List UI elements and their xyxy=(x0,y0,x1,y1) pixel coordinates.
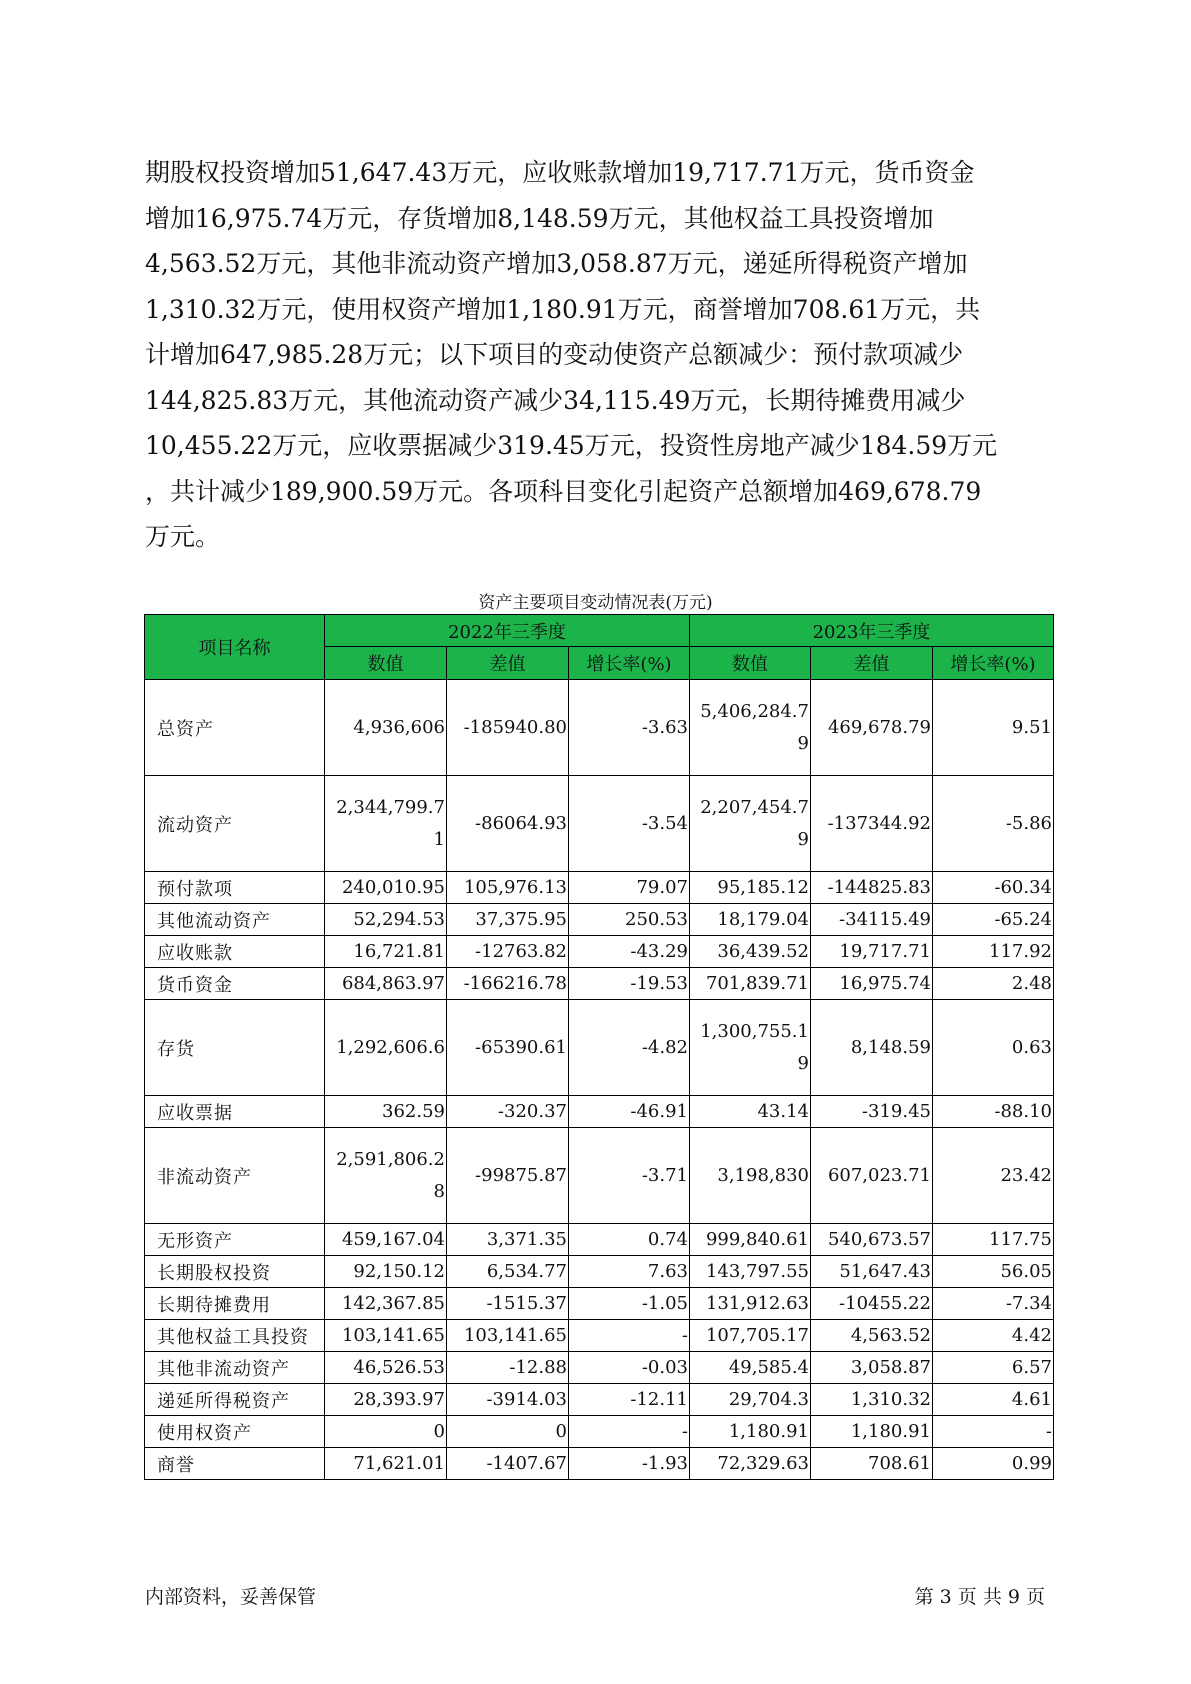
row-label: 流动资产 xyxy=(145,776,325,872)
cell-r22: - xyxy=(569,1416,690,1448)
cell-v23 xyxy=(690,1128,811,1224)
cell-d22: 105,976.13 xyxy=(447,872,569,904)
cell-v22: 142,367.85 xyxy=(325,1288,447,1320)
cell-r23: 4.61 xyxy=(933,1384,1054,1416)
row-label: 无形资产 xyxy=(145,1224,325,1256)
cell-d23: -144825.83 xyxy=(811,872,933,904)
cell-d23: -319.45 xyxy=(811,1096,933,1128)
body-paragraph xyxy=(145,150,1045,560)
cell-value: 1,292,606.6 xyxy=(336,1036,445,1058)
row-label: 商誉 xyxy=(145,1448,325,1480)
cell-v23: 49,585.4 xyxy=(690,1352,811,1384)
cell-v22: 92,150.12 xyxy=(325,1256,447,1288)
header-rate-2023: 增长率(%) xyxy=(933,647,1054,680)
cell-d23: 4,563.52 xyxy=(811,1320,933,1352)
cell-r22 xyxy=(569,1128,690,1224)
cell-r23: 56.05 xyxy=(933,1256,1054,1288)
cell-v22: 46,526.53 xyxy=(325,1352,447,1384)
cell-value: -99875.87 xyxy=(475,1164,567,1186)
cell-d22: 103,141.65 xyxy=(447,1320,569,1352)
cell-r23: 117.92 xyxy=(933,936,1054,968)
row-label: 长期待摊费用 xyxy=(145,1288,325,1320)
cell-d22: -1407.67 xyxy=(447,1448,569,1480)
cell-d22 xyxy=(447,1000,569,1096)
table-row xyxy=(145,680,1054,776)
paragraph-line: 4,563.52万元，其他非流动资产增加3,058.87万元，递延所得税资产增加 xyxy=(145,249,968,278)
cell-r22: - xyxy=(569,1320,690,1352)
cell-r22 xyxy=(569,1000,690,1096)
paragraph-line: 1,310.32万元，使用权资产增加1,180.91万元，商誉增加708.61万元，共 xyxy=(145,294,981,324)
table-row xyxy=(145,904,1054,936)
cell-r22: 79.07 xyxy=(569,872,690,904)
row-label: 预付款项 xyxy=(145,872,325,904)
cell-r23: -88.10 xyxy=(933,1096,1054,1128)
header-diff-2022: 差值 xyxy=(447,647,569,680)
cell-d22: 0 xyxy=(447,1416,569,1448)
cell-d23: 51,647.43 xyxy=(811,1256,933,1288)
cell-d22: -1515.37 xyxy=(447,1288,569,1320)
paragraph-line: 144,825.83万元，其他流动资产减少34,115.49万元，长期待摊费用减少 xyxy=(145,385,966,415)
cell-r23 xyxy=(933,1000,1054,1096)
cell-value: 5,406,284.79 xyxy=(700,700,809,754)
cell-v23: 36,439.52 xyxy=(690,936,811,968)
cell-r22: 0.74 xyxy=(569,1224,690,1256)
cell-d22: -3914.03 xyxy=(447,1384,569,1416)
cell-value: -5.86 xyxy=(1005,812,1052,834)
cell-value: 1,300,755.19 xyxy=(700,1020,809,1074)
header-diff-2023: 差值 xyxy=(811,647,933,680)
table-row xyxy=(145,1384,1054,1416)
cell-r23: 0.99 xyxy=(933,1448,1054,1480)
paragraph-line: 计增加647,985.28万元；以下项目的变动使资产总额减少：预付款项减少 xyxy=(145,340,964,369)
cell-value: 23.42 xyxy=(1000,1164,1052,1186)
table-row xyxy=(145,1000,1054,1096)
cell-r22: 250.53 xyxy=(569,904,690,936)
cell-v23: 131,912.63 xyxy=(690,1288,811,1320)
cell-d22: 37,375.95 xyxy=(447,904,569,936)
cell-r23: 4.42 xyxy=(933,1320,1054,1352)
cell-value: 2,207,454.79 xyxy=(700,796,809,850)
header-period-2023: 2023年三季度 xyxy=(690,615,1054,647)
paragraph-line: 增加16,975.74万元，存货增加8,148.59万元，其他权益工具投资增加 xyxy=(145,203,934,233)
cell-v23 xyxy=(690,680,811,776)
cell-v23: 107,705.17 xyxy=(690,1320,811,1352)
table-row xyxy=(145,1256,1054,1288)
cell-v23 xyxy=(690,1000,811,1096)
cell-d23: 19,717.71 xyxy=(811,936,933,968)
row-label: 其他权益工具投资 xyxy=(145,1320,325,1352)
cell-d23 xyxy=(811,776,933,872)
cell-v22 xyxy=(325,1128,447,1224)
cell-r23: -65.24 xyxy=(933,904,1054,936)
cell-value: 9.51 xyxy=(1011,716,1052,738)
paragraph-line: 万元。 xyxy=(145,522,221,551)
cell-r23: -60.34 xyxy=(933,872,1054,904)
table-row xyxy=(145,1320,1054,1352)
cell-value: 607,023.71 xyxy=(827,1164,931,1186)
cell-r22: -19.53 xyxy=(569,968,690,1000)
cell-v22: 71,621.01 xyxy=(325,1448,447,1480)
cell-v22: 240,010.95 xyxy=(325,872,447,904)
cell-value: -65390.61 xyxy=(475,1036,567,1058)
cell-v22 xyxy=(325,776,447,872)
paragraph-line: ，共计减少189,900.59万元。各项科目变化引起资产总额增加469,678.79 xyxy=(145,476,982,506)
footer-confidential-note: 内部资料，妥善保管 xyxy=(145,1586,317,1608)
table-caption: 资产主要项目变动情况表(万元) xyxy=(478,593,713,613)
cell-r22: -12.11 xyxy=(569,1384,690,1416)
cell-r22: 7.63 xyxy=(569,1256,690,1288)
cell-d22: -12.88 xyxy=(447,1352,569,1384)
table-row xyxy=(145,936,1054,968)
cell-value: 3,198,830 xyxy=(717,1164,809,1186)
cell-value: 4,936,606 xyxy=(353,716,445,738)
cell-value: -3.71 xyxy=(641,1164,688,1186)
row-label: 总资产 xyxy=(145,680,325,776)
header-value-2022: 数值 xyxy=(325,647,447,680)
cell-r22: -1.93 xyxy=(569,1448,690,1480)
cell-r22: -0.03 xyxy=(569,1352,690,1384)
cell-v22: 684,863.97 xyxy=(325,968,447,1000)
cell-d22 xyxy=(447,1128,569,1224)
table-row xyxy=(145,776,1054,872)
cell-d23 xyxy=(811,680,933,776)
row-label: 存货 xyxy=(145,1000,325,1096)
cell-v22: 52,294.53 xyxy=(325,904,447,936)
cell-d22 xyxy=(447,776,569,872)
cell-value: 0.63 xyxy=(1011,1036,1052,1058)
cell-d22: -12763.82 xyxy=(447,936,569,968)
header-rate-2022: 增长率(%) xyxy=(569,647,690,680)
cell-v23: 43.14 xyxy=(690,1096,811,1128)
cell-d23 xyxy=(811,1000,933,1096)
cell-v22: 16,721.81 xyxy=(325,936,447,968)
cell-v22: 103,141.65 xyxy=(325,1320,447,1352)
row-label: 货币资金 xyxy=(145,968,325,1000)
cell-r23: 117.75 xyxy=(933,1224,1054,1256)
cell-d22: -166216.78 xyxy=(447,968,569,1000)
cell-r22: -1.05 xyxy=(569,1288,690,1320)
cell-v22 xyxy=(325,1000,447,1096)
cell-value: -3.54 xyxy=(641,812,688,834)
cell-value: -86064.93 xyxy=(475,812,567,834)
table-row xyxy=(145,1224,1054,1256)
cell-d23 xyxy=(811,1128,933,1224)
table-row xyxy=(145,1096,1054,1128)
row-label: 递延所得税资产 xyxy=(145,1384,325,1416)
paragraph-line: 期股权投资增加51,647.43万元，应收账款增加19,717.71万元，货币资金 xyxy=(145,158,975,187)
cell-r23: 2.48 xyxy=(933,968,1054,1000)
cell-v22: 0 xyxy=(325,1416,447,1448)
cell-r23: 6.57 xyxy=(933,1352,1054,1384)
cell-r23: - xyxy=(933,1416,1054,1448)
cell-r23: -7.34 xyxy=(933,1288,1054,1320)
cell-v22: 459,167.04 xyxy=(325,1224,447,1256)
cell-v23 xyxy=(690,776,811,872)
cell-d22: -320.37 xyxy=(447,1096,569,1128)
cell-value: 8,148.59 xyxy=(850,1036,931,1058)
asset-change-table xyxy=(144,614,1054,1480)
cell-value: -185940.80 xyxy=(463,716,567,738)
cell-d23: 1,310.32 xyxy=(811,1384,933,1416)
cell-d23: -34115.49 xyxy=(811,904,933,936)
cell-v23: 29,704.3 xyxy=(690,1384,811,1416)
cell-d22: 3,371.35 xyxy=(447,1224,569,1256)
cell-value: -3.63 xyxy=(641,716,688,738)
cell-value: -4.82 xyxy=(641,1036,688,1058)
cell-d23: 1,180.91 xyxy=(811,1416,933,1448)
row-label: 其他非流动资产 xyxy=(145,1352,325,1384)
cell-value: 2,591,806.28 xyxy=(336,1148,445,1202)
footer-page-number: 第 3 页 共 9 页 xyxy=(914,1586,1045,1608)
cell-d22: 6,534.77 xyxy=(447,1256,569,1288)
header-value-2023: 数值 xyxy=(690,647,811,680)
cell-v23: 95,185.12 xyxy=(690,872,811,904)
cell-v22: 28,393.97 xyxy=(325,1384,447,1416)
cell-r22 xyxy=(569,680,690,776)
cell-value: 2,344,799.71 xyxy=(336,796,445,850)
cell-r22: -46.91 xyxy=(569,1096,690,1128)
cell-r23 xyxy=(933,1128,1054,1224)
cell-d23: -10455.22 xyxy=(811,1288,933,1320)
cell-d23: 540,673.57 xyxy=(811,1224,933,1256)
paragraph-line: 10,455.22万元，应收票据减少319.45万元，投资性房地产减少184.59万元 xyxy=(145,431,998,460)
cell-v23: 143,797.55 xyxy=(690,1256,811,1288)
cell-r22: -43.29 xyxy=(569,936,690,968)
header-period-2022: 2022年三季度 xyxy=(325,615,690,647)
table-row xyxy=(145,968,1054,1000)
cell-r23 xyxy=(933,680,1054,776)
cell-d23: 16,975.74 xyxy=(811,968,933,1000)
cell-r23 xyxy=(933,776,1054,872)
table-row xyxy=(145,1128,1054,1224)
cell-d23: 3,058.87 xyxy=(811,1352,933,1384)
cell-v23: 999,840.61 xyxy=(690,1224,811,1256)
cell-d22 xyxy=(447,680,569,776)
table-row xyxy=(145,1416,1054,1448)
cell-v23: 72,329.63 xyxy=(690,1448,811,1480)
table-row xyxy=(145,1448,1054,1480)
row-label: 应收票据 xyxy=(145,1096,325,1128)
cell-v23: 701,839.71 xyxy=(690,968,811,1000)
row-label: 其他流动资产 xyxy=(145,904,325,936)
cell-v22 xyxy=(325,680,447,776)
cell-value: 469,678.79 xyxy=(827,716,931,738)
row-label: 非流动资产 xyxy=(145,1128,325,1224)
row-label: 应收账款 xyxy=(145,936,325,968)
row-label: 长期股权投资 xyxy=(145,1256,325,1288)
cell-v22: 362.59 xyxy=(325,1096,447,1128)
header-item-name: 项目名称 xyxy=(145,615,325,680)
row-label: 使用权资产 xyxy=(145,1416,325,1448)
cell-d23: 708.61 xyxy=(811,1448,933,1480)
table-row xyxy=(145,1352,1054,1384)
cell-value: -137344.92 xyxy=(827,812,931,834)
cell-v23: 1,180.91 xyxy=(690,1416,811,1448)
cell-r22 xyxy=(569,776,690,872)
table-row xyxy=(145,1288,1054,1320)
cell-v23: 18,179.04 xyxy=(690,904,811,936)
table-row xyxy=(145,872,1054,904)
